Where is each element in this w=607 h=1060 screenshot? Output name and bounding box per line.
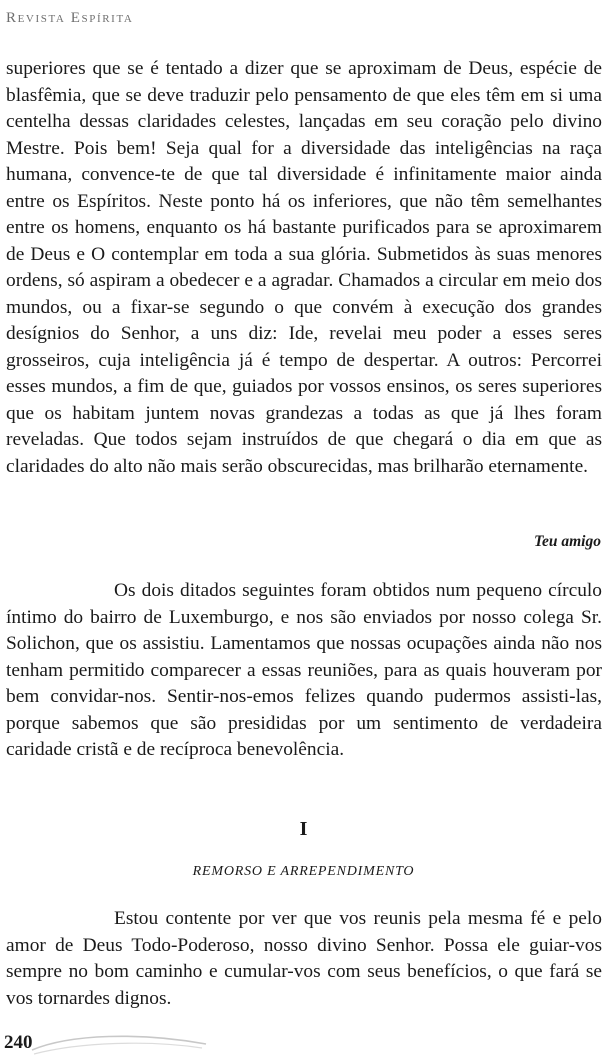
section-title: REMORSO E ARREPENDIMENTO — [192, 864, 415, 879]
page-number: 240 — [4, 1032, 33, 1053]
paragraph-intro-dictations: Os dois ditados seguintes foram obtidos num pequeno círculo íntimo do bairro de Luxemburgo, e nos são enviados por nosso colega Sr. Solichon, que os assistiu. Lamentamos que nossas ocupações ainda não nos tenham permitido comparecer a essas reuniões, para as quais houveram por bem convidar-nos. Sentir-nos-emos felizes quando pudermos assisti-las, porque sabemos que são presididas por um sentimento de verdadeira caridade cristã e de recíproca benevolência. — [6, 580, 602, 760]
paragraph-dictation-start: Estou contente por ver que vos reunis pela mesma fé e pelo amor de Deus Todo-Poderoso, nosso divino Senhor. Possa ele guiar-vos sempre no bom caminho e cumular-vos com seus benefícios, o que fará se vos tornardes dignos. — [6, 908, 602, 1009]
signature: Teu amigo — [533, 533, 601, 550]
decorative-swoosh — [30, 1030, 210, 1060]
section-number: I — [299, 818, 308, 840]
running-header-title: Revista Espírita — [6, 10, 134, 26]
paragraph-continuation: superiores que se é tentado a dizer que se aproximam de Deus, espécie de blasfêmia, que se deve traduzir pelo pensamento de que eles têm em si uma centelha dessas claridades celestes, lançadas em seu coração pelo divino Mestre. Pois bem! Seja qual for a diversidade das inteligências na raça humana, convence-te de que tal diversidade é infinitamente maior ainda entre os Espíritos. Neste ponto há os inferiores, que não têm semelhantes entre os homens, enquanto os há bastante purificados para se aproximarem de Deus e O contemplar em toda a sua glória. Submetidos às suas menores ordens, só aspiram a obedecer e a agradar. Chamados a circular em meio dos mundos, ou a fixar-se segundo o que convém à execução dos grandes desígnios do Senhor, a uns diz: Ide, revelai meu poder a esses seres grosseiros, cuja inteligência já é tempo de despertar. A outros: Percorrei esses mundos, a fim de que, guiados por vossos ensinos, os seres superiores que os habitam juntem novas grandezas a todas as que já lhes foram reveladas. Que todos sejam instruídos de que chegará o dia em que as claridades do alto não mais serão obscurecidas, mas brilharão eternamente. — [6, 58, 602, 477]
